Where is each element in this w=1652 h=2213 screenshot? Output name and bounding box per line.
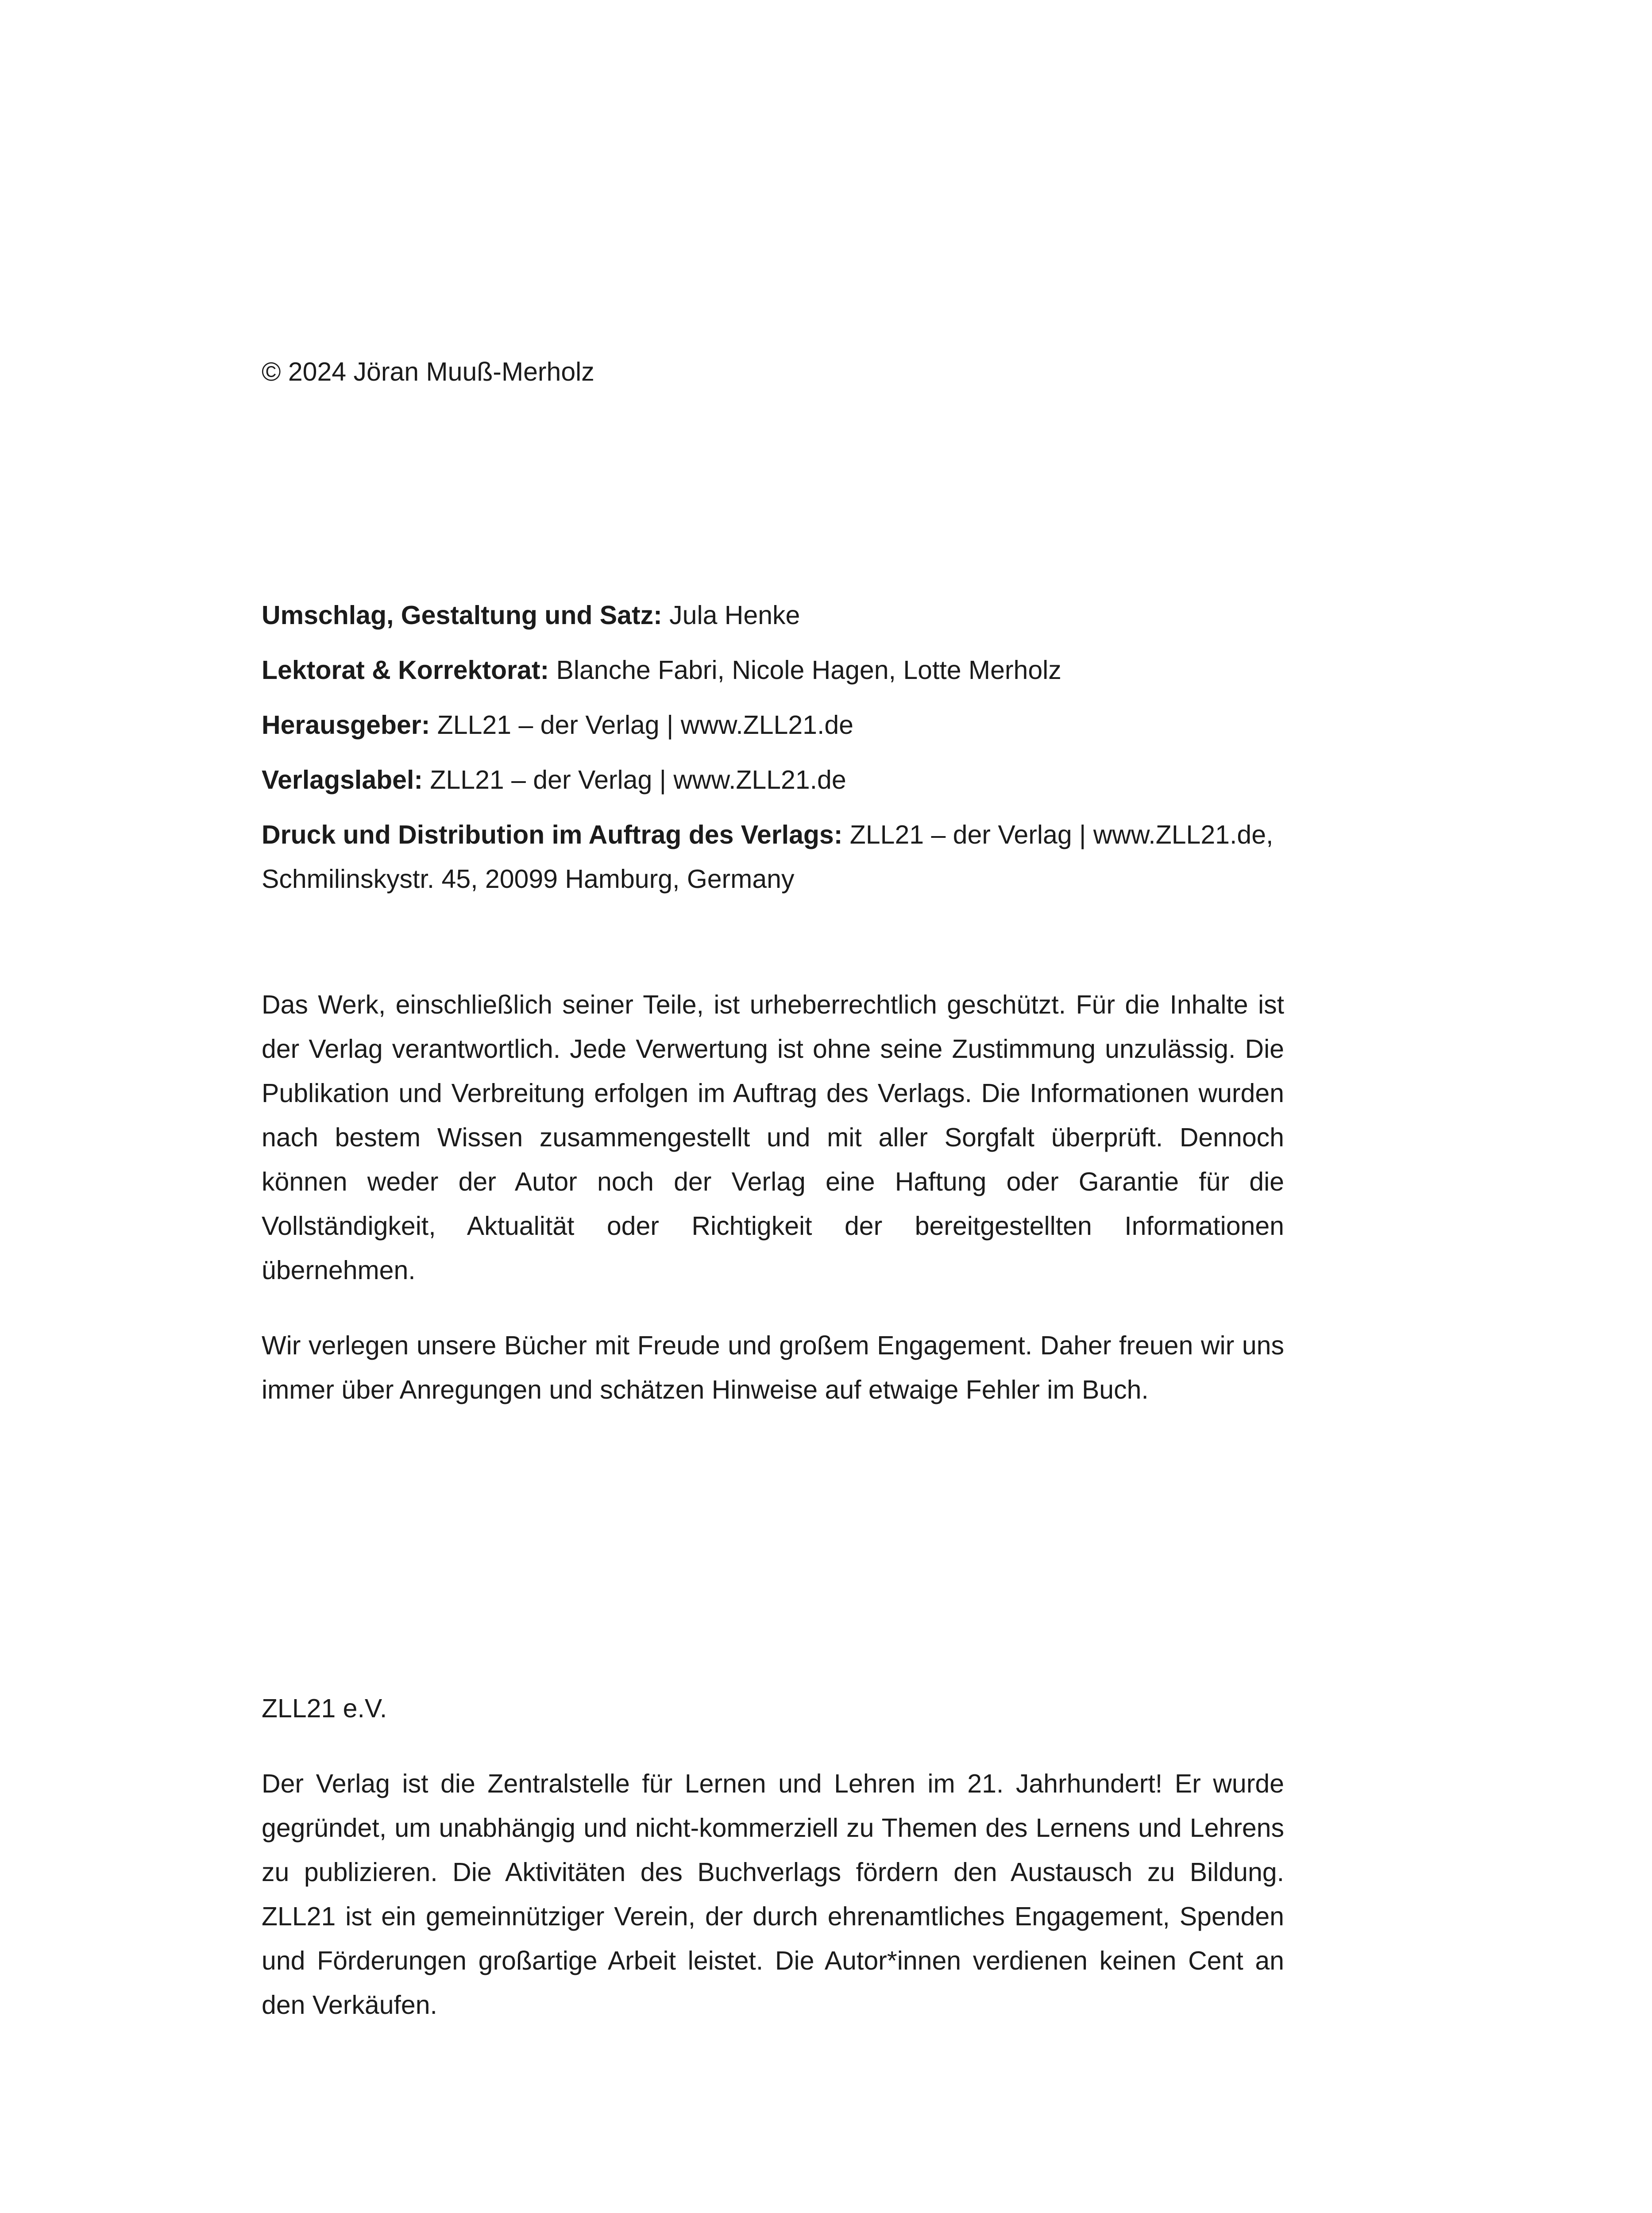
organization-section: [262, 1686, 1284, 2027]
credit-distribution: [262, 813, 1284, 901]
legal-paragraph-copyright: Das Werk, einschließlich seiner Teile, ist urheberrechtlich geschützt. Für die Inhalte ist der Verlag verantwortlich. Jede Verwertung ist ohne seine Zustimmung unzulässig. Die Publikation und Verbreitung erfolgen im Auftrag des Verlags. Die Informationen wurden nach bestem Wissen zusammengestellt und mit aller Sorgfalt überprüft. Dennoch können weder der Autor noch der Verlag eine Haftung oder Garantie für die Vollständigkeit, Aktualität oder Richtigkeit der bereitgestellten Informationen übernehmen.: [262, 990, 1284, 1285]
legal-section: [262, 983, 1284, 1443]
credit-design: [262, 593, 1284, 637]
copyright-notice: [262, 350, 1284, 394]
credit-value: ZLL21 – der Verlag | www.ZLL21.de: [423, 765, 846, 794]
organization-title: ZLL21 e.V.: [262, 1694, 387, 1723]
credit-value: Blanche Fabri, Nicole Hagen, Lotte Merholz: [549, 655, 1061, 685]
copyright-text: © 2024 Jöran Muuß-Merholz: [262, 357, 594, 386]
credit-label-brand: [262, 758, 1284, 802]
credit-label: Verlagslabel:: [262, 765, 423, 794]
credit-publisher: [262, 703, 1284, 747]
organization-description: Der Verlag ist die Zentralstelle für Lernen und Lehren im 21. Jahrhundert! Er wurde gegründet, um unabhängig und nicht-kommerziell zu Themen des Lernens und Lehrens zu publizieren. Die Aktivitäten des Buchverlags fördern den Austausch zu Bildung. ZLL21 ist ein gemeinnütziger Verein, der durch ehrenamtliches Engagement, Spenden und Förderungen großartige Arbeit leistet. Die Autor*innen verdienen keinen Cent an den Verkäufen.: [262, 1769, 1284, 2020]
credit-value: ZLL21 – der Verlag | www.ZLL21.de, Schmilinskystr. 45, 20099 Hamburg, Germany: [262, 820, 1274, 894]
credit-value: Jula Henke: [662, 601, 800, 630]
credit-label: Druck und Distribution im Auftrag des Verlags:: [262, 820, 843, 849]
credit-value: ZLL21 – der Verlag | www.ZLL21.de: [430, 710, 853, 740]
credits-section: [262, 593, 1284, 912]
credit-label: Lektorat & Korrektorat:: [262, 655, 549, 685]
legal-paragraph-feedback: Wir verlegen unsere Bücher mit Freude und großem Engagement. Daher freuen wir uns immer über Anregungen und schätzen Hinweise auf etwaige Fehler im Buch.: [262, 1331, 1284, 1404]
credit-label: Herausgeber:: [262, 710, 430, 740]
credit-editing: [262, 648, 1284, 692]
credit-label: Umschlag, Gestaltung und Satz:: [262, 601, 662, 630]
